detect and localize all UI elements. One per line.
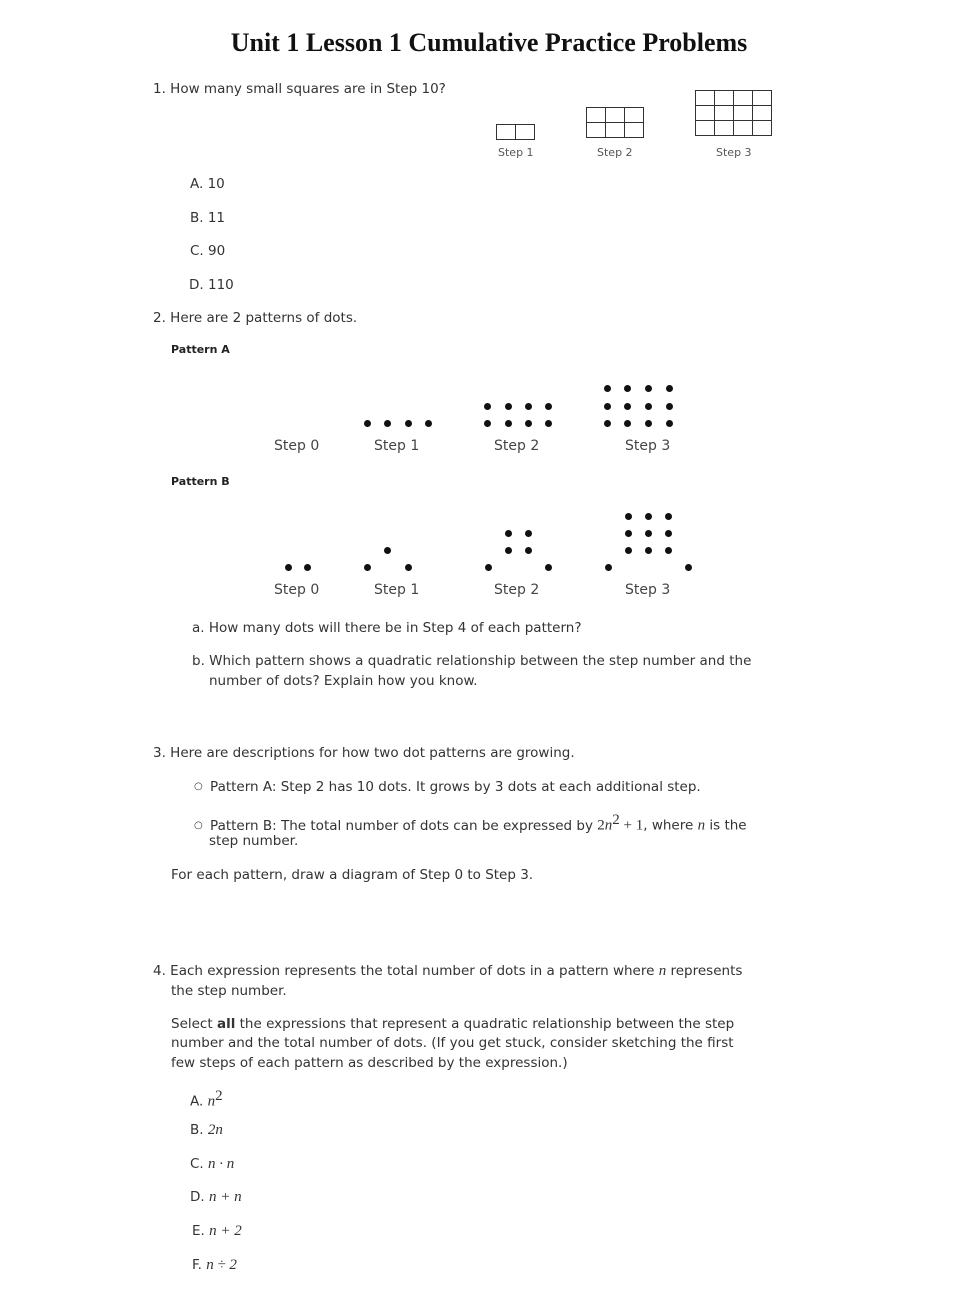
q4-option-c[interactable] — [190, 1156, 234, 1173]
bullet-circle-icon: ○ — [194, 781, 203, 792]
expr-var: n — [604, 817, 613, 834]
q4-prompt-pre: 4. Each expression represents the total number of dots in a pattern where — [153, 963, 659, 979]
dot — [645, 403, 652, 410]
q4-select-pre: Select — [171, 1016, 217, 1032]
q4-select-post: the expressions that represent a quadratic relationship between the step — [235, 1016, 735, 1032]
pattern-b-step-2-label: Step 2 — [494, 582, 540, 598]
q1-option-c[interactable]: C. 90 — [190, 243, 226, 259]
dot — [285, 564, 292, 571]
q4-select-line-2: number and the total number of dots. (If you get stuck, consider sketching the first — [171, 1035, 734, 1051]
option-letter: D. — [190, 1189, 205, 1205]
question-1-prompt: 1. How many small squares are in Step 10? — [153, 81, 446, 97]
dot — [545, 564, 552, 571]
dot — [384, 420, 391, 427]
dot — [666, 403, 673, 410]
dot — [665, 530, 672, 537]
pattern-b-step-1-label: Step 1 — [374, 582, 420, 598]
expr-tail: + 1 — [619, 817, 644, 834]
option-letter: A. — [190, 1093, 204, 1110]
q4-option-e[interactable] — [192, 1223, 242, 1240]
pattern-a-step-1-label: Step 1 — [374, 438, 420, 454]
option-exp: 2 — [215, 1088, 223, 1104]
dot — [525, 420, 532, 427]
dot — [525, 403, 532, 410]
question-4-prompt — [153, 963, 742, 980]
question-2-prompt: 2. Here are 2 patterns of dots. — [153, 310, 358, 326]
q4-option-a[interactable] — [190, 1088, 223, 1111]
q3-bullet-b-line-2: step number. — [209, 833, 299, 849]
square-grid-3x4 — [695, 90, 772, 136]
option-letter: C. — [190, 1156, 204, 1172]
option-letter: F. — [192, 1257, 202, 1273]
dot — [685, 564, 692, 571]
option-expr: n + n — [208, 1189, 242, 1205]
dot — [485, 564, 492, 571]
dot — [624, 420, 631, 427]
pattern-b-label: Pattern B — [171, 475, 230, 488]
q4-option-b[interactable] — [190, 1122, 223, 1139]
expr-exp: 2 — [612, 812, 620, 828]
step-label: Step 2 — [597, 146, 633, 159]
dot — [484, 420, 491, 427]
dot — [645, 547, 652, 554]
pattern-b-step-0-label: Step 0 — [274, 582, 320, 598]
dot — [405, 564, 412, 571]
q3-bullet-b-pre: Pattern B: The total number of dots can be expressed by — [210, 817, 598, 834]
dot — [665, 547, 672, 554]
dot — [666, 385, 673, 392]
q3-instruction: For each pattern, draw a diagram of Step 0 to Step 3. — [171, 867, 534, 883]
dot — [625, 513, 632, 520]
q3-bullet-b-mid: , where — [643, 817, 698, 834]
option-letter: E. — [192, 1223, 205, 1239]
question-3-prompt: 3. Here are descriptions for how two dot patterns are growing. — [153, 745, 575, 761]
dot — [625, 547, 632, 554]
pattern-a-step-2-label: Step 2 — [494, 438, 540, 454]
dot — [525, 530, 532, 537]
q1-option-d[interactable]: D. 110 — [189, 277, 234, 293]
var-n: n — [697, 817, 706, 834]
dot — [505, 403, 512, 410]
dot — [364, 420, 371, 427]
q2-part-a: a. How many dots will there be in Step 4 of each pattern? — [192, 620, 582, 636]
pattern-a-label: Pattern A — [171, 343, 230, 356]
q4-prompt-line-2: the step number. — [171, 983, 287, 999]
bullet-circle-icon: ○ — [194, 819, 203, 831]
q4-select-bold: all — [216, 1016, 236, 1032]
option-expr: n + 2 — [209, 1223, 242, 1239]
page-title: Unit 1 Lesson 1 Cumulative Practice Problems — [230, 28, 748, 57]
step-label: Step 3 — [716, 146, 752, 159]
square-grid-1x2 — [496, 124, 535, 140]
dot — [604, 403, 611, 410]
dot — [624, 403, 631, 410]
dot — [666, 420, 673, 427]
dot — [505, 420, 512, 427]
dot — [605, 564, 612, 571]
square-grid-2x3 — [586, 107, 644, 138]
dot — [505, 547, 512, 554]
dot — [624, 385, 631, 392]
q3-bullet-a-text: Pattern A: Step 2 has 10 dots. It grows by 3 dots at each additional step. — [210, 779, 701, 795]
q3-bullet-b — [194, 812, 747, 835]
dot — [545, 420, 552, 427]
q1-option-b[interactable]: B. 11 — [190, 210, 226, 226]
q4-select-line-3: few steps of each pattern as described by the expression.) — [171, 1055, 568, 1071]
dot — [425, 420, 432, 427]
option-expr: n ÷ 2 — [206, 1257, 237, 1273]
q2-part-b-line-1: b. Which pattern shows a quadratic relationship between the step number and the — [192, 653, 752, 669]
step-label: Step 1 — [498, 146, 534, 159]
dot — [405, 420, 412, 427]
dot — [604, 385, 611, 392]
option-expr: n · n — [208, 1156, 235, 1172]
q3-bullet-a — [194, 779, 701, 795]
option-expr: 2n — [207, 1122, 223, 1138]
dot — [645, 513, 652, 520]
dot — [505, 530, 512, 537]
q4-select-line-1 — [171, 1016, 734, 1032]
dot — [645, 385, 652, 392]
dot — [484, 403, 491, 410]
dot — [364, 564, 371, 571]
q4-option-f[interactable] — [192, 1257, 237, 1274]
dot — [384, 547, 391, 554]
expr-coef: 2 — [597, 817, 605, 834]
dot — [665, 513, 672, 520]
dot — [304, 564, 311, 571]
option-expr: n — [207, 1093, 216, 1110]
q4-option-d[interactable] — [190, 1189, 242, 1206]
dot — [525, 547, 532, 554]
dot — [645, 530, 652, 537]
pattern-b-step-3-label: Step 3 — [625, 582, 671, 598]
q3-bullet-b-post: is the — [705, 817, 747, 834]
q2-part-b-line-2: number of dots? Explain how you know. — [209, 673, 478, 689]
pattern-a-step-3-label: Step 3 — [625, 438, 671, 454]
pattern-a-step-0-label: Step 0 — [274, 438, 320, 454]
dot — [604, 420, 611, 427]
option-letter: B. — [190, 1122, 204, 1138]
dot — [625, 530, 632, 537]
q4-prompt-post: represents — [666, 963, 743, 979]
dot — [545, 403, 552, 410]
var-n: n — [658, 963, 667, 979]
q1-option-a[interactable]: A. 10 — [190, 176, 225, 192]
dot — [645, 420, 652, 427]
